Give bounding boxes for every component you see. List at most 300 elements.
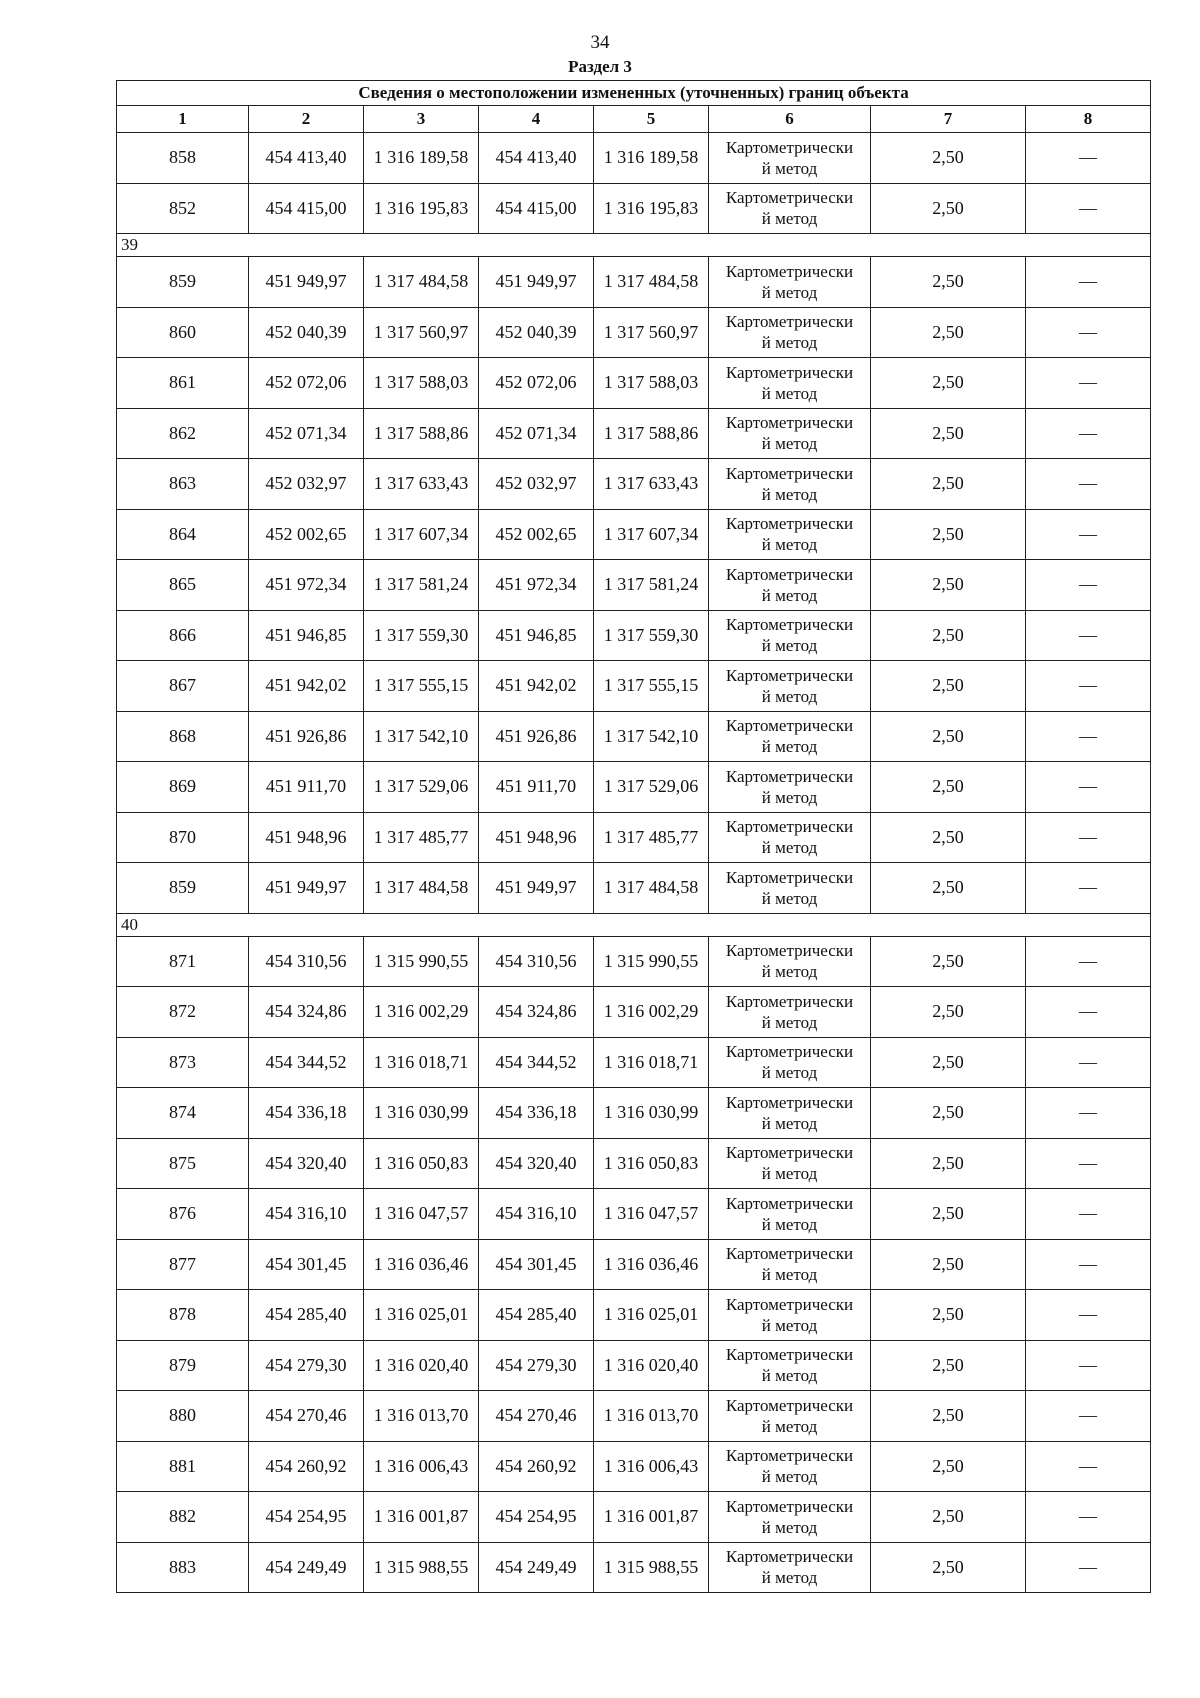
method-cell (709, 610, 871, 661)
x-new-cell: 451 949,97 (479, 863, 594, 914)
x-new-cell: 454 301,45 (479, 1239, 594, 1290)
y-new-cell: 1 317 484,58 (594, 863, 709, 914)
method-text-line2: й метод (761, 535, 818, 555)
y-old-cell: 1 316 195,83 (364, 183, 479, 234)
x-old-cell: 454 320,40 (249, 1138, 364, 1189)
description-cell: — (1026, 1391, 1151, 1442)
method-text-line2: й метод (761, 1012, 818, 1032)
method-cell (709, 936, 871, 987)
method-cell (709, 1391, 871, 1442)
method-cell (709, 1290, 871, 1341)
accuracy-cell: 2,50 (871, 307, 1026, 358)
table-row (117, 1037, 1151, 1088)
y-new-cell: 1 316 013,70 (594, 1391, 709, 1442)
description-cell: — (1026, 1542, 1151, 1593)
description-cell: — (1026, 408, 1151, 459)
y-new-cell: 1 316 020,40 (594, 1340, 709, 1391)
method-text-line1: Картометрически (725, 1345, 854, 1365)
point-number-cell: 867 (117, 661, 249, 712)
accuracy-cell: 2,50 (871, 936, 1026, 987)
x-new-cell: 451 949,97 (479, 257, 594, 308)
table-row (117, 1138, 1151, 1189)
y-old-cell: 1 317 607,34 (364, 509, 479, 560)
x-old-cell: 452 040,39 (249, 307, 364, 358)
point-number-cell: 871 (117, 936, 249, 987)
method-text-line2: й метод (761, 1063, 818, 1083)
x-new-cell: 454 260,92 (479, 1441, 594, 1492)
table-row (117, 459, 1151, 510)
method-text-line2: й метод (761, 1416, 818, 1436)
method-text-line2: й метод (761, 383, 818, 403)
description-cell: — (1026, 560, 1151, 611)
method-text-line1: Картометрически (725, 817, 854, 837)
method-text-line2: й метод (761, 1113, 818, 1133)
method-text-line1: Картометрически (725, 564, 854, 584)
point-number-cell: 881 (117, 1441, 249, 1492)
method-text-line1: Картометрически (725, 867, 854, 887)
accuracy-cell: 2,50 (871, 987, 1026, 1038)
table-row (117, 1542, 1151, 1593)
table-row (117, 610, 1151, 661)
method-cell (709, 1542, 871, 1593)
y-old-cell: 1 317 633,43 (364, 459, 479, 510)
method-cell (709, 661, 871, 712)
method-text-line1: Картометрически (725, 463, 854, 483)
table-row (117, 1441, 1151, 1492)
point-number-cell: 865 (117, 560, 249, 611)
description-cell: — (1026, 1138, 1151, 1189)
accuracy-cell: 2,50 (871, 509, 1026, 560)
accuracy-cell: 2,50 (871, 459, 1026, 510)
method-cell (709, 307, 871, 358)
method-text-line1: Картометрически (725, 1092, 854, 1112)
y-old-cell: 1 317 484,58 (364, 863, 479, 914)
y-new-cell: 1 317 555,15 (594, 661, 709, 712)
column-number: 7 (871, 106, 1026, 133)
x-old-cell: 454 285,40 (249, 1290, 364, 1341)
x-old-cell: 454 415,00 (249, 183, 364, 234)
method-text-line1: Картометрически (725, 514, 854, 534)
point-number-cell: 859 (117, 257, 249, 308)
y-old-cell: 1 317 555,15 (364, 661, 479, 712)
point-number-cell: 875 (117, 1138, 249, 1189)
y-new-cell: 1 317 485,77 (594, 812, 709, 863)
method-text-line1: Картометрически (725, 1042, 854, 1062)
accuracy-cell: 2,50 (871, 257, 1026, 308)
x-new-cell: 454 279,30 (479, 1340, 594, 1391)
accuracy-cell: 2,50 (871, 610, 1026, 661)
x-old-cell: 454 324,86 (249, 987, 364, 1038)
x-old-cell: 452 002,65 (249, 509, 364, 560)
x-old-cell: 451 972,34 (249, 560, 364, 611)
method-text-line1: Картометрически (725, 1244, 854, 1264)
x-old-cell: 451 911,70 (249, 762, 364, 813)
method-text-line2: й метод (761, 1315, 818, 1335)
table-body (117, 133, 1151, 1593)
method-text-line2: й метод (761, 1214, 818, 1234)
method-cell (709, 1088, 871, 1139)
y-new-cell: 1 317 588,03 (594, 358, 709, 409)
x-new-cell: 454 254,95 (479, 1492, 594, 1543)
x-new-cell: 452 002,65 (479, 509, 594, 560)
y-new-cell: 1 317 542,10 (594, 711, 709, 762)
method-cell (709, 1239, 871, 1290)
table-row (117, 358, 1151, 409)
table-row (117, 133, 1151, 184)
method-text-line2: й метод (761, 636, 818, 656)
y-old-cell: 1 317 560,97 (364, 307, 479, 358)
method-text-line2: й метод (761, 1366, 818, 1386)
x-new-cell: 451 942,02 (479, 661, 594, 712)
x-old-cell: 454 310,56 (249, 936, 364, 987)
method-cell (709, 257, 871, 308)
method-text-line2: й метод (761, 333, 818, 353)
method-text-line2: й метод (761, 962, 818, 982)
y-new-cell: 1 317 484,58 (594, 257, 709, 308)
x-old-cell: 451 926,86 (249, 711, 364, 762)
y-old-cell: 1 317 559,30 (364, 610, 479, 661)
x-old-cell: 451 949,97 (249, 257, 364, 308)
method-text-line1: Картометрически (725, 413, 854, 433)
method-text-line1: Картометрически (725, 665, 854, 685)
method-text-line1: Картометрически (725, 188, 854, 208)
table-row (117, 183, 1151, 234)
method-text-line2: й метод (761, 888, 818, 908)
point-number-cell: 872 (117, 987, 249, 1038)
point-number-cell: 862 (117, 408, 249, 459)
point-number-cell: 859 (117, 863, 249, 914)
method-cell (709, 133, 871, 184)
accuracy-cell: 2,50 (871, 1037, 1026, 1088)
description-cell: — (1026, 1189, 1151, 1240)
point-number-cell: 861 (117, 358, 249, 409)
y-new-cell: 1 316 002,29 (594, 987, 709, 1038)
method-cell (709, 560, 871, 611)
y-new-cell: 1 317 633,43 (594, 459, 709, 510)
section-title: Раздел 3 (568, 57, 632, 76)
point-number-cell: 868 (117, 711, 249, 762)
y-new-cell: 1 316 018,71 (594, 1037, 709, 1088)
accuracy-cell: 2,50 (871, 1492, 1026, 1543)
method-text-line1: Картометрически (725, 312, 854, 332)
table-row (117, 661, 1151, 712)
y-new-cell: 1 317 529,06 (594, 762, 709, 813)
x-old-cell: 454 344,52 (249, 1037, 364, 1088)
y-old-cell: 1 316 025,01 (364, 1290, 479, 1341)
y-old-cell: 1 315 988,55 (364, 1542, 479, 1593)
method-cell (709, 1492, 871, 1543)
x-new-cell: 454 324,86 (479, 987, 594, 1038)
y-old-cell: 1 316 036,46 (364, 1239, 479, 1290)
y-old-cell: 1 316 050,83 (364, 1138, 479, 1189)
accuracy-cell: 2,50 (871, 183, 1026, 234)
table-row (117, 1492, 1151, 1543)
method-text-line1: Картометрически (725, 362, 854, 382)
method-cell (709, 183, 871, 234)
column-number: 4 (479, 106, 594, 133)
column-number: 6 (709, 106, 871, 133)
description-cell: — (1026, 307, 1151, 358)
column-number: 2 (249, 106, 364, 133)
method-text-line2: й метод (761, 1467, 818, 1487)
x-old-cell: 454 260,92 (249, 1441, 364, 1492)
y-old-cell: 1 317 581,24 (364, 560, 479, 611)
column-number: 1 (117, 106, 249, 133)
table-row (117, 1088, 1151, 1139)
y-old-cell: 1 316 006,43 (364, 1441, 479, 1492)
method-text-line1: Картометрически (725, 1547, 854, 1567)
y-old-cell: 1 316 018,71 (364, 1037, 479, 1088)
y-old-cell: 1 316 013,70 (364, 1391, 479, 1442)
accuracy-cell: 2,50 (871, 133, 1026, 184)
table-row (117, 987, 1151, 1038)
method-text-line1: Картометрически (725, 137, 854, 157)
description-cell: — (1026, 257, 1151, 308)
description-cell: — (1026, 1290, 1151, 1341)
description-cell: — (1026, 1239, 1151, 1290)
x-old-cell: 454 270,46 (249, 1391, 364, 1442)
accuracy-cell: 2,50 (871, 711, 1026, 762)
accuracy-cell: 2,50 (871, 1391, 1026, 1442)
method-text-line2: й метод (761, 1265, 818, 1285)
y-new-cell: 1 315 990,55 (594, 936, 709, 987)
y-new-cell: 1 316 036,46 (594, 1239, 709, 1290)
y-old-cell: 1 317 485,77 (364, 812, 479, 863)
x-old-cell: 451 949,97 (249, 863, 364, 914)
point-number-cell: 870 (117, 812, 249, 863)
method-text-line2: й метод (761, 158, 818, 178)
accuracy-cell: 2,50 (871, 1138, 1026, 1189)
table-row (117, 1290, 1151, 1341)
table-row (117, 1391, 1151, 1442)
x-old-cell: 452 032,97 (249, 459, 364, 510)
y-old-cell: 1 317 588,03 (364, 358, 479, 409)
y-old-cell: 1 316 020,40 (364, 1340, 479, 1391)
method-text-line2: й метод (761, 686, 818, 706)
point-number-cell: 860 (117, 307, 249, 358)
group-number: 40 (117, 913, 1151, 936)
description-cell: — (1026, 762, 1151, 813)
column-number: 5 (594, 106, 709, 133)
x-old-cell: 454 413,40 (249, 133, 364, 184)
y-new-cell: 1 315 988,55 (594, 1542, 709, 1593)
method-text-line1: Картометрически (725, 991, 854, 1011)
x-old-cell: 452 072,06 (249, 358, 364, 409)
y-new-cell: 1 317 559,30 (594, 610, 709, 661)
table-row (117, 1189, 1151, 1240)
x-new-cell: 454 249,49 (479, 1542, 594, 1593)
y-old-cell: 1 316 030,99 (364, 1088, 479, 1139)
point-number-cell: 852 (117, 183, 249, 234)
y-new-cell: 1 316 189,58 (594, 133, 709, 184)
method-cell (709, 459, 871, 510)
x-new-cell: 452 040,39 (479, 307, 594, 358)
x-old-cell: 451 948,96 (249, 812, 364, 863)
table-row (117, 863, 1151, 914)
table-row (117, 560, 1151, 611)
description-cell: — (1026, 987, 1151, 1038)
table-row (117, 711, 1151, 762)
method-text-line1: Картометрически (725, 1496, 854, 1516)
y-old-cell: 1 316 002,29 (364, 987, 479, 1038)
accuracy-cell: 2,50 (871, 1340, 1026, 1391)
description-cell: — (1026, 812, 1151, 863)
x-old-cell: 454 249,49 (249, 1542, 364, 1593)
x-old-cell: 451 946,85 (249, 610, 364, 661)
y-new-cell: 1 317 581,24 (594, 560, 709, 611)
x-new-cell: 454 344,52 (479, 1037, 594, 1088)
table-row (117, 1340, 1151, 1391)
method-text-line2: й метод (761, 1568, 818, 1588)
table-row (117, 307, 1151, 358)
x-new-cell: 451 911,70 (479, 762, 594, 813)
description-cell: — (1026, 610, 1151, 661)
point-number-cell: 858 (117, 133, 249, 184)
point-number-cell: 873 (117, 1037, 249, 1088)
method-text-line1: Картометрически (725, 1446, 854, 1466)
point-number-cell: 866 (117, 610, 249, 661)
description-cell: — (1026, 1037, 1151, 1088)
method-cell (709, 762, 871, 813)
group-number: 39 (117, 234, 1151, 257)
table-row (117, 509, 1151, 560)
method-text-line2: й метод (761, 282, 818, 302)
method-text-line1: Картометрически (725, 766, 854, 786)
method-text-line2: й метод (761, 484, 818, 504)
method-cell (709, 509, 871, 560)
group-header-row (117, 234, 1151, 257)
method-cell (709, 1037, 871, 1088)
x-new-cell: 452 032,97 (479, 459, 594, 510)
y-old-cell: 1 315 990,55 (364, 936, 479, 987)
accuracy-cell: 2,50 (871, 863, 1026, 914)
y-new-cell: 1 316 006,43 (594, 1441, 709, 1492)
x-new-cell: 454 270,46 (479, 1391, 594, 1442)
point-number-cell: 879 (117, 1340, 249, 1391)
x-new-cell: 454 320,40 (479, 1138, 594, 1189)
table-row (117, 812, 1151, 863)
accuracy-cell: 2,50 (871, 1088, 1026, 1139)
y-old-cell: 1 316 189,58 (364, 133, 479, 184)
method-text-line1: Картометрически (725, 615, 854, 635)
method-cell (709, 863, 871, 914)
description-cell: — (1026, 863, 1151, 914)
x-new-cell: 451 972,34 (479, 560, 594, 611)
description-cell: — (1026, 1088, 1151, 1139)
description-cell: — (1026, 936, 1151, 987)
description-cell: — (1026, 1492, 1151, 1543)
accuracy-cell: 2,50 (871, 560, 1026, 611)
x-new-cell: 454 285,40 (479, 1290, 594, 1341)
accuracy-cell: 2,50 (871, 408, 1026, 459)
method-text-line1: Картометрически (725, 941, 854, 961)
method-cell (709, 408, 871, 459)
y-new-cell: 1 317 560,97 (594, 307, 709, 358)
description-cell: — (1026, 358, 1151, 409)
column-number: 3 (364, 106, 479, 133)
x-new-cell: 451 946,85 (479, 610, 594, 661)
method-cell (709, 987, 871, 1038)
method-cell (709, 1138, 871, 1189)
method-cell (709, 812, 871, 863)
x-old-cell: 452 071,34 (249, 408, 364, 459)
point-number-cell: 863 (117, 459, 249, 510)
point-number-cell: 880 (117, 1391, 249, 1442)
y-old-cell: 1 317 529,06 (364, 762, 479, 813)
point-number-cell: 882 (117, 1492, 249, 1543)
description-cell: — (1026, 183, 1151, 234)
x-old-cell: 454 301,45 (249, 1239, 364, 1290)
y-new-cell: 1 316 050,83 (594, 1138, 709, 1189)
point-number-cell: 876 (117, 1189, 249, 1240)
point-number-cell: 874 (117, 1088, 249, 1139)
method-cell (709, 358, 871, 409)
accuracy-cell: 2,50 (871, 1542, 1026, 1593)
method-text-line2: й метод (761, 787, 818, 807)
method-text-line2: й метод (761, 737, 818, 757)
column-number: 8 (1026, 106, 1151, 133)
x-new-cell: 454 413,40 (479, 133, 594, 184)
method-text-line1: Картометрически (725, 1294, 854, 1314)
table-caption: Сведения о местоположении измененных (уточненных) границ объекта (117, 81, 1151, 106)
y-new-cell: 1 316 195,83 (594, 183, 709, 234)
point-number-cell: 877 (117, 1239, 249, 1290)
y-old-cell: 1 316 047,57 (364, 1189, 479, 1240)
accuracy-cell: 2,50 (871, 1189, 1026, 1240)
method-text-line2: й метод (761, 1164, 818, 1184)
accuracy-cell: 2,50 (871, 762, 1026, 813)
method-text-line1: Картометрически (725, 716, 854, 736)
method-text-line2: й метод (761, 434, 818, 454)
method-cell (709, 711, 871, 762)
accuracy-cell: 2,50 (871, 1239, 1026, 1290)
description-cell: — (1026, 459, 1151, 510)
point-number-cell: 864 (117, 509, 249, 560)
x-old-cell: 454 279,30 (249, 1340, 364, 1391)
method-text-line2: й метод (761, 585, 818, 605)
page-number: 34 (590, 32, 610, 53)
description-cell: — (1026, 1441, 1151, 1492)
column-number-row (117, 106, 1151, 133)
accuracy-cell: 2,50 (871, 358, 1026, 409)
y-old-cell: 1 317 588,86 (364, 408, 479, 459)
x-new-cell: 452 072,06 (479, 358, 594, 409)
point-number-cell: 878 (117, 1290, 249, 1341)
x-new-cell: 454 316,10 (479, 1189, 594, 1240)
y-new-cell: 1 316 025,01 (594, 1290, 709, 1341)
x-old-cell: 454 336,18 (249, 1088, 364, 1139)
x-new-cell: 451 926,86 (479, 711, 594, 762)
point-number-cell: 869 (117, 762, 249, 813)
accuracy-cell: 2,50 (871, 1441, 1026, 1492)
x-new-cell: 454 336,18 (479, 1088, 594, 1139)
table-row (117, 408, 1151, 459)
y-old-cell: 1 317 484,58 (364, 257, 479, 308)
x-old-cell: 451 942,02 (249, 661, 364, 712)
accuracy-cell: 2,50 (871, 812, 1026, 863)
accuracy-cell: 2,50 (871, 1290, 1026, 1341)
method-text-line2: й метод (761, 209, 818, 229)
method-cell (709, 1189, 871, 1240)
method-text-line1: Картометрически (725, 1143, 854, 1163)
table-row (117, 936, 1151, 987)
description-cell: — (1026, 133, 1151, 184)
table-row (117, 1239, 1151, 1290)
description-cell: — (1026, 661, 1151, 712)
x-new-cell: 451 948,96 (479, 812, 594, 863)
table-row (117, 762, 1151, 813)
x-old-cell: 454 254,95 (249, 1492, 364, 1543)
